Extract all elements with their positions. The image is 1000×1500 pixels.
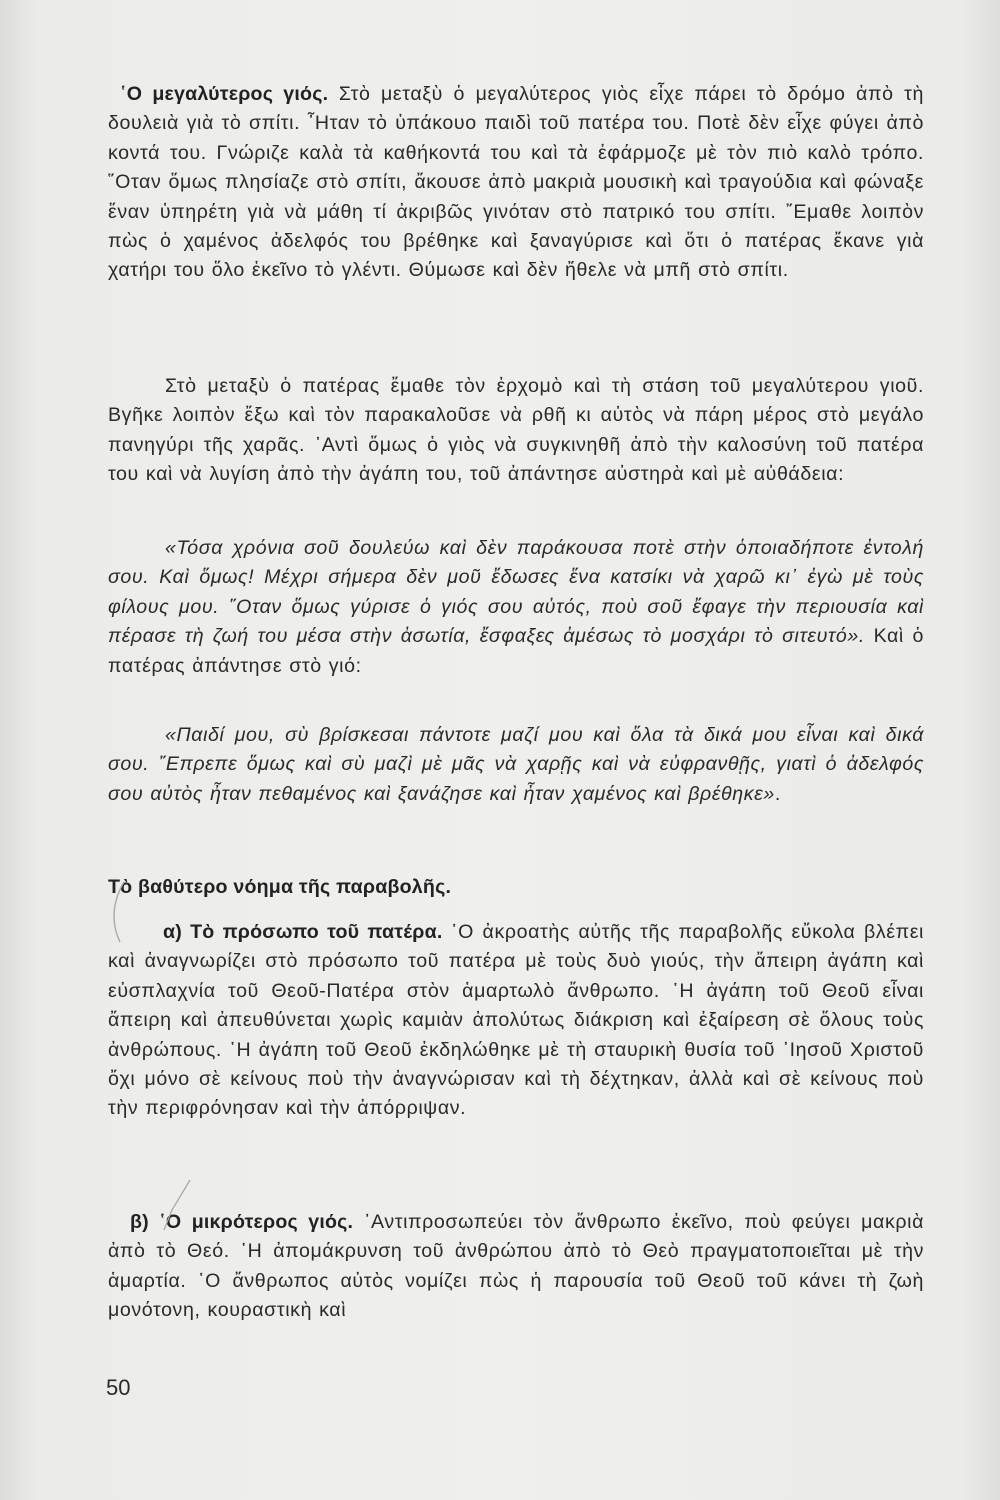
- paragraph-elder-son: [108, 80, 924, 286]
- paragraph-father-response: [108, 372, 924, 490]
- paragraph-lead-father: α) Τὸ πρόσωπο τοῦ πατέρα.: [163, 921, 443, 943]
- page-number: 50: [106, 1375, 131, 1400]
- quote-end-period: .: [774, 782, 781, 805]
- quote-father: [108, 721, 924, 809]
- paragraph-lead-elder-son: ῾Ο μεγαλύτερος γιός.: [120, 83, 329, 105]
- paragraph-body: ᾿Αντιπροσωπεύει τὸν ἄνθρωπο ἐκεῖνο, ποὺ φεύγει μακριὰ ἀπὸ τὸ Θεό. ῾Η ἀπομάκρυνση τοῦ ἀνθρώπου ἀπὸ τὸ Θεὸ πραγματοποιεῖται μὲ τὴν ἁμαρτία. ῾Ο ἄνθρωπος αὐτὸς νομίζει πὼς ἡ παρουσία τοῦ Θεοῦ τοῦ κάνει τὴ ζωὴ μονότονη, κουραστικὴ καὶ: [108, 1211, 924, 1322]
- quote-text: «Παιδί μου, σὺ βρίσκεσαι πάντοτε μαζί μου καὶ ὅλα τὰ δικά μου εἶναι καὶ δικά σου. ῎Επρεπε ὅμως καὶ σὺ μαζὶ μὲ μᾶς νὰ χαρῇς καὶ νὰ εὐφρανθῇς, γιατὶ ὁ ἀδελφός σου αὐτὸς ἦταν πεθαμένος καὶ ξανάζησε καὶ ἦταν χαμένος καὶ βρέθηκε»: [108, 724, 924, 805]
- paragraph-body: Στὸ μεταξὺ ὁ μεγαλύτερος γιὸς εἶχε πάρει τὸ δρόμο ἀπὸ τὴ δουλειὰ γιὰ τὸ σπίτι. ῏Ηταν τὸ ὑπάκουο παιδὶ τοῦ πατέρα του. Ποτὲ δὲν εἶχε φύγει ἀπὸ κοντά του. Γνώριζε καλὰ τὰ καθήκοντά του καὶ τὰ ἐφάρμοζε μὲ τὸν πιὸ καλὸ τρόπο. ῞Οταν ὅμως πλησίαζε στὸ σπίτι, ἄκουσε ἀπὸ μακριὰ μουσικὴ καὶ τραγούδια καὶ φώναξε ἕναν ὑπηρέτη γιὰ νὰ μάθη τί ἀκριβῶς γινόταν στὸ πατρικό του σπίτι. ῎Εμαθε λοιπὸν πὼς ὁ χαμένος ἀδελφός του βρέθηκε καὶ ξαναγύρισε καὶ ὅτι ὁ πατέρας ἔκανε γιὰ χατήρι του ὅλο ἐκεῖνο τὸ γλέντι. Θύμωσε καὶ δὲν ἤθελε νὰ μπῆ στὸ σπίτι.: [108, 83, 924, 282]
- quote-elder-son: [108, 534, 924, 681]
- paragraph-younger-son: [108, 1208, 924, 1326]
- paragraph-body: Καὶ ὁ πατέρας ἀπάντησε στὸ γιό:: [108, 625, 924, 677]
- section-heading: Τὸ βαθύτερο νόημα τῆς παραβολῆς.: [108, 876, 452, 898]
- quote-text: «Τόσα χρόνια σοῦ δουλεύω καὶ δὲν παράκουσα ποτὲ στὴν ὁποιαδήποτε ἐντολή σου. Καὶ ὅμως! Μέχρι σήμερα δὲν μοῦ ἔδωσες ἕνα κατσίκι νὰ χαρῶ κι᾿ ἐγὼ μὲ τοὺς φίλους μου. ῞Οταν ὅμως γύρισε ὁ γιός σου αὐτός, ποὺ σοῦ ἔφαγε τὴν περιουσία καὶ πέρασε τὴ ζωή του μέσα στὴν ἀσωτία, ἔσφαξες ἀμέσως τὸ μοσχάρι τὸ σιτευτό».: [108, 537, 924, 648]
- paragraph-lead-younger-son: β) ῾Ο μικρότερος γιός.: [130, 1211, 354, 1233]
- paragraph-body: Στὸ μεταξὺ ὁ πατέρας ἔμαθε τὸν ἐρχομὸ καὶ τὴ στάση τοῦ μεγαλύτερου γιοῦ. Βγῆκε λοιπὸν ἔξω καὶ τὸν παρακαλοῦσε νὰ ρθῆ κι αὐτὸς νὰ πάρη μέρος στὸ μεγάλο πανηγύρι τῆς χαρᾶς. ᾿Αντὶ ὅμως ὁ γιὸς νὰ συγκινηθῆ ἀπὸ τὴν καλοσύνη τοῦ πατέρα του καὶ νὰ λυγίση ἀπὸ τὴν ἀγάπη του, τοῦ ἀπάντησε αὐστηρὰ καὶ μὲ αὐθάδεια:: [108, 375, 924, 486]
- paragraph-body: ῾Ο ἀκροατὴς αὐτῆς τῆς παραβολῆς εὔκολα βλέπει καὶ ἀναγνωρίζει στὸ πρόσωπο τοῦ πατέρα μὲ τοὺς δυὸ γιούς, τὴν ἄπειρη ἀγάπη καὶ εὐσπλαχνία τοῦ Θεοῦ-Πατέρα στὸν ἁμαρτωλὸ ἄνθρωπο. ῾Η ἀγάπη τοῦ Θεοῦ εἶναι ἄπειρη καὶ ἀπευθύνεται χωρὶς καμιὰν ἀπολύτως διάκριση καὶ ἐξαίρεση σὲ ὅλους τοὺς ἀνθρώπους. ῾Η ἀγάπη τοῦ Θεοῦ ἐκδηλώθηκε μὲ τὴ σταυρικὴ θυσία τοῦ ᾿Ιησοῦ Χριστοῦ ὄχι μόνο σὲ κείνους ποὺ τὴν ἀναγνώρισαν καὶ τὴ δέχτηκαν, ἀλλὰ καὶ σὲ κείνους ποὺ τὴν περιφρόνησαν καὶ τὴν ἀπόρριψαν.: [108, 921, 924, 1120]
- paragraph-father-face: [108, 918, 924, 1124]
